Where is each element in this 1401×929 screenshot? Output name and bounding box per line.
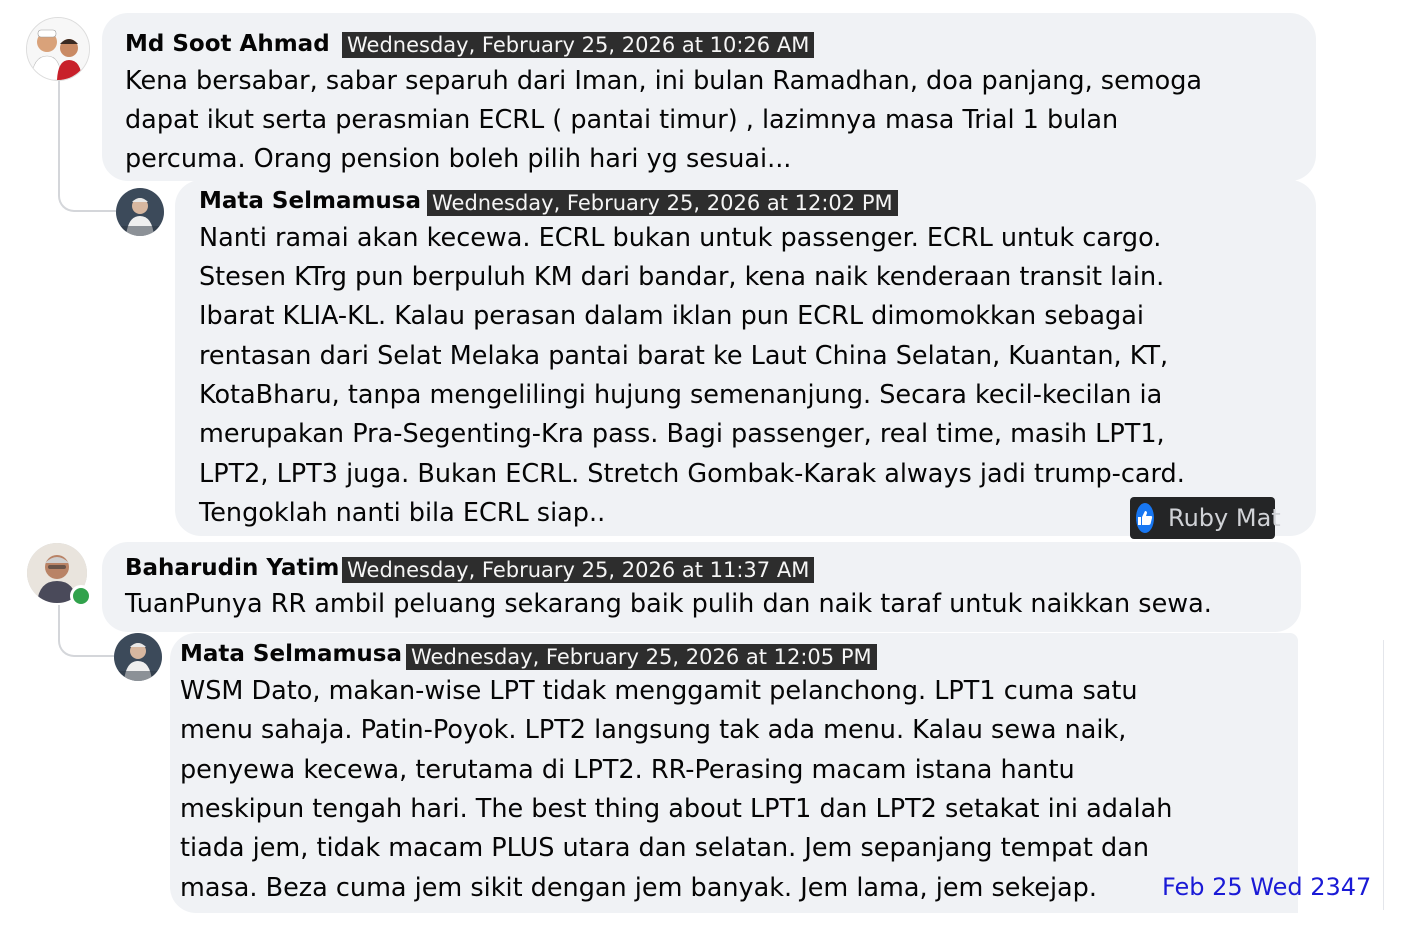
comment-timestamp: Wednesday, February 25, 2026 at 10:26 AM bbox=[342, 32, 814, 58]
avatar-image bbox=[114, 633, 162, 681]
comment-author[interactable]: Mata Selmamusa bbox=[180, 641, 403, 667]
comment-line: LPT2, LPT3 juga. Bukan ECRL. Stretch Gombak-Karak always jadi trump-card. bbox=[199, 459, 1185, 489]
comment-line: Ibarat KLIA-KL. Kalau perasan dalam iklan pun ECRL dimomokkan sebagai bbox=[199, 301, 1144, 331]
comment-timestamp: Wednesday, February 25, 2026 at 11:37 AM bbox=[342, 557, 814, 583]
date-tag: Feb 25 Wed 2347 bbox=[1162, 873, 1372, 901]
comment-line: masa. Beza cuma jem sikit dengan jem banyak. Jem lama, jem sekejap. bbox=[180, 873, 1097, 903]
comment-author[interactable]: Md Soot Ahmad bbox=[125, 31, 330, 57]
comment-line: Tengoklah nanti bila ECRL siap.. bbox=[199, 498, 606, 528]
comment-line: TuanPunya RR ambil peluang sekarang baik pulih dan naik taraf untuk naikkan sewa. bbox=[125, 589, 1212, 619]
comment-line: dapat ikut serta perasmian ECRL ( pantai timur) , lazimnya masa Trial 1 bulan bbox=[125, 105, 1119, 135]
avatar-image bbox=[116, 188, 164, 236]
avatar[interactable] bbox=[26, 17, 90, 81]
comment-author[interactable]: Baharudin Yatim bbox=[125, 555, 340, 581]
divider bbox=[1383, 640, 1384, 910]
comment-line: percuma. Orang pension boleh pilih hari yg sesuai... bbox=[125, 144, 792, 174]
comment-line: Stesen KTrg pun berpuluh KM dari bandar, kena naik kenderaan transit lain. bbox=[199, 262, 1165, 292]
like-icon bbox=[1136, 503, 1154, 533]
avatar[interactable] bbox=[116, 188, 164, 236]
comment-line: merupakan Pra-Segenting-Kra pass. Bagi passenger, real time, masih LPT1, bbox=[199, 419, 1165, 449]
online-status-dot bbox=[70, 585, 92, 607]
avatar-image bbox=[27, 18, 89, 80]
comment-timestamp: Wednesday, February 25, 2026 at 12:05 PM bbox=[406, 644, 877, 670]
comment-line: tiada jem, tidak macam PLUS utara dan selatan. Jem sepanjang tempat dan bbox=[180, 833, 1149, 863]
comment-line: penyewa kecewa, terutama di LPT2. RR-Perasing macam istana hantu bbox=[180, 755, 1075, 785]
comment-line: KotaBharu, tanpa mengelilingi hujung semenanjung. Secara kecil-kecilan ia bbox=[199, 380, 1163, 410]
avatar[interactable] bbox=[114, 633, 162, 681]
comment-line: WSM Dato, makan-wise LPT tidak menggamit pelanchong. LPT1 cuma satu bbox=[180, 676, 1138, 706]
comment-line: Nanti ramai akan kecewa. ECRL bukan untuk passenger. ECRL untuk cargo. bbox=[199, 223, 1162, 253]
comment-author[interactable]: Mata Selmamusa bbox=[199, 188, 422, 214]
comment-line: menu sahaja. Patin-Poyok. LPT2 langsung tak ada menu. Kalau sewa naik, bbox=[180, 715, 1127, 745]
comment-timestamp: Wednesday, February 25, 2026 at 12:02 PM bbox=[427, 190, 898, 216]
comment-line: Kena bersabar, sabar separuh dari Iman, ini bulan Ramadhan, doa panjang, semoga bbox=[125, 66, 1203, 96]
comment-line: rentasan dari Selat Melaka pantai barat ke Laut China Selatan, Kuantan, KT, bbox=[199, 341, 1169, 371]
reaction-badge[interactable] bbox=[1130, 497, 1281, 539]
comment-line: meskipun tengah hari. The best thing about LPT1 dan LPT2 setakat ini adalah bbox=[180, 794, 1173, 824]
reaction-user-name: Ruby Mat bbox=[1168, 504, 1281, 532]
